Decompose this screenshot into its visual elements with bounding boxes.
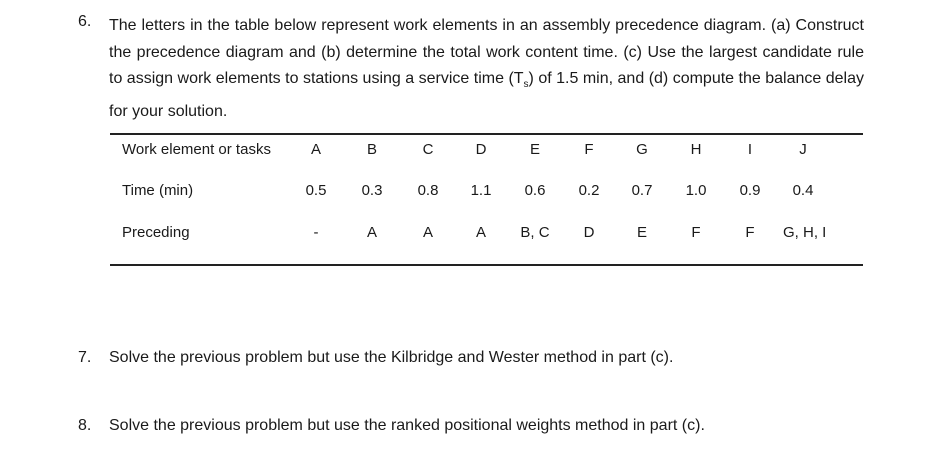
- table-cell: A: [475, 224, 486, 241]
- table-cell: F: [745, 224, 755, 241]
- table-cell: A: [310, 141, 321, 158]
- table-cell: G: [636, 141, 648, 158]
- problem-6-text-end: ) of 1.5 min, and (d) compute the balance delay for your solution.: [109, 70, 864, 121]
- table-cell: 0.8: [417, 182, 439, 199]
- table-cell: 1.1: [470, 182, 492, 199]
- table-cell: 0.5: [305, 182, 327, 199]
- problem-7-number: 7.: [78, 349, 92, 366]
- table-row-preceding: [110, 224, 863, 244]
- table-cell: E: [636, 224, 647, 241]
- problem-6-text: [109, 13, 864, 126]
- problem-8-number: 8.: [78, 417, 92, 434]
- table-cell: 0.9: [739, 182, 761, 199]
- service-time-subscript: s: [523, 79, 529, 91]
- table-cell: 0.6: [524, 182, 546, 199]
- table-cell: A: [422, 224, 433, 241]
- problem-6-text-main: The letters in the table below represent work elements in an assembly precedence diagram. (a) Construct the precedence diagram and (b) determine the total work content time. (c) Use the largest candidate rule to assign work elements to stations using a service time (T: [109, 17, 864, 88]
- table-top-rule: [110, 133, 863, 135]
- table-cell: G, H, I: [783, 224, 827, 241]
- table-cell: -: [313, 224, 319, 241]
- table-cell: D: [583, 224, 595, 241]
- table-cell: I: [747, 141, 753, 158]
- table-cell: J: [799, 141, 807, 158]
- table-row-time: [110, 182, 863, 202]
- table-cell: 0.3: [361, 182, 383, 199]
- row-label-work-elements: Work element or tasks: [122, 141, 271, 158]
- table-cell: D: [475, 141, 487, 158]
- table-cell: C: [422, 141, 434, 158]
- row-label-preceding: Preceding: [122, 224, 190, 241]
- work-elements-table: [110, 133, 863, 266]
- table-cell: F: [691, 224, 701, 241]
- table-bottom-rule: [110, 264, 863, 266]
- table-cell: B, C: [520, 224, 550, 241]
- table-cell: 0.2: [578, 182, 600, 199]
- problem-6-number: 6.: [78, 13, 92, 30]
- table-cell: 0.7: [631, 182, 653, 199]
- table-cell: F: [584, 141, 594, 158]
- table-cell: A: [366, 224, 377, 241]
- table-row-work-elements: [110, 141, 863, 161]
- row-label-time: Time (min): [122, 182, 194, 199]
- table-cell: B: [366, 141, 377, 158]
- table-cell: 1.0: [685, 182, 707, 199]
- table-cell: 0.4: [792, 182, 814, 199]
- problem-8-text: Solve the previous problem but use the ranked positional weights method in part (c).: [109, 417, 705, 434]
- problem-7-text: Solve the previous problem but use the Kilbridge and Wester method in part (c).: [109, 349, 674, 366]
- table-cell: H: [690, 141, 702, 158]
- table-cell: E: [529, 141, 540, 158]
